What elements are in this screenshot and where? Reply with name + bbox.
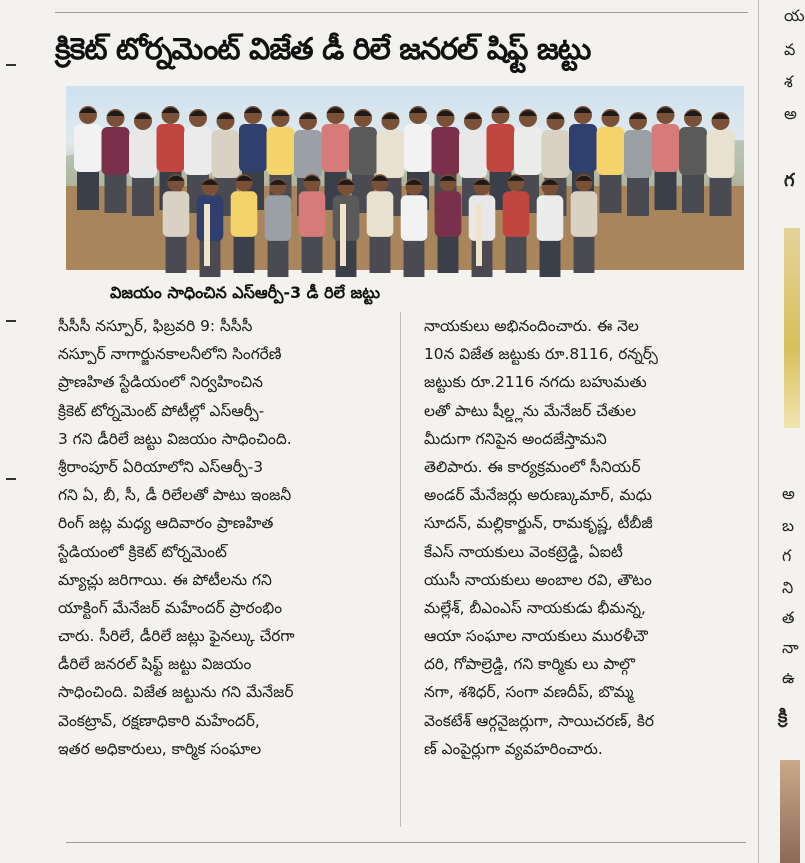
cricket-bat bbox=[340, 204, 346, 266]
cricket-bat bbox=[476, 204, 482, 266]
edge-text: శ bbox=[784, 72, 793, 91]
article-line: యుసీ నాయకులు అంబాల రవి, తౌటం bbox=[424, 570, 652, 589]
headline: క్రికెట్ టోర్నమెంట్ విజేత డీ రిలే జనరల్ షిఫ్ట్ జట్టు bbox=[55, 32, 591, 67]
previous-column-edge bbox=[0, 0, 38, 863]
article-line: ప్రాణహిత స్టేడియంలో నిర్వహించిన bbox=[58, 373, 263, 392]
article-line: వెంకటేశ్ ఆర్గనైజర్లుగా, సాయిచరణ్, కిర bbox=[424, 711, 655, 730]
team-member-figure bbox=[624, 112, 652, 216]
article-line: కేఎస్ నాయకులు వెంకట్రెడ్డి, ఏఐటీ bbox=[424, 542, 623, 561]
article-line: తెలిపారు. ఈ కార్యక్రమంలో సీనియర్ bbox=[424, 457, 641, 476]
edge-text: ని bbox=[782, 578, 794, 597]
edge-text: య bbox=[784, 6, 805, 25]
article-line: నగా, శశిధర్, సంగా వణదీప్, బొమ్మ bbox=[424, 683, 634, 702]
team-member-figure bbox=[597, 109, 625, 213]
team-member-figure bbox=[404, 106, 432, 210]
team-member-figure bbox=[74, 106, 102, 210]
edge-text: అ bbox=[782, 484, 795, 503]
article-line: దరి, గోపాల్రెడ్డి, గని కార్మికు లు పాల్గొ bbox=[424, 655, 636, 674]
article-line: లతో పాటు షీల్డ్లను మేనేజర్ చేతుల bbox=[424, 401, 637, 420]
article-line: 10న విజేత జట్టుకు రూ.8116, రన్నర్స్ bbox=[424, 345, 658, 364]
team-member-figure bbox=[129, 112, 157, 216]
edge-text: గ bbox=[782, 546, 792, 565]
edge-text: క్రి bbox=[778, 706, 788, 727]
article-line: మీదుగా గనిపైన అందజేస్తామని bbox=[424, 429, 607, 448]
team-member-figure bbox=[652, 106, 680, 210]
team-photo-illustration bbox=[66, 86, 744, 270]
article-column-separator bbox=[400, 312, 401, 827]
article-line: నాయకులు అభినందించారు. ఈ నెల bbox=[424, 317, 639, 335]
next-column-edge bbox=[762, 0, 805, 863]
edge-text: వ bbox=[784, 40, 796, 59]
article-line: ణ్ ఎంపైర్లుగా వ్యవహరించారు. bbox=[424, 739, 603, 758]
edge-text: ఉ bbox=[782, 668, 795, 687]
article-line: స్టేడియంలో క్రికెట్ టోర్నమెంట్ bbox=[58, 542, 227, 561]
cricket-bat bbox=[204, 204, 210, 266]
edge-text: గ bbox=[784, 170, 795, 191]
article-column-2 bbox=[424, 312, 746, 763]
article-line: డీరిలే జనరల్ షిఫ్ట్ జట్టు విజయం bbox=[58, 655, 252, 674]
article-line: చారు. సీరిలే, డీరిలే జట్లు ఫైనల్కు చేరగా bbox=[58, 627, 295, 646]
edge-mark bbox=[6, 320, 16, 322]
team-member-figure bbox=[679, 109, 707, 213]
edge-text: అ bbox=[784, 104, 797, 123]
article-line: రింగ్ జట్ల మధ్య ఆదివారం ప్రాణహిత bbox=[58, 514, 274, 533]
article-line: వెంకట్రావ్, రక్షణాధికారి మహేందర్, bbox=[58, 711, 260, 730]
column-divider bbox=[758, 0, 759, 863]
next-article-image bbox=[784, 228, 800, 428]
article-line: క్రికెట్ టోర్నమెంట్ పోటీల్లో ఎస్ఆర్పీ- bbox=[58, 401, 265, 420]
article-line: అండర్ మేనేజర్లు అరుణ్కుమార్, మధు bbox=[424, 486, 652, 505]
article-line: ఇతర అధికారులు, కార్మిక సంఘాల bbox=[58, 739, 262, 758]
team-member-figure bbox=[102, 109, 130, 213]
article-line: యాక్టింగ్ మేనేజర్ మహేందర్ ప్రారంభిం bbox=[58, 598, 283, 617]
team-member-figure bbox=[707, 112, 735, 216]
next-article-photo bbox=[780, 760, 800, 863]
bottom-rule bbox=[66, 842, 746, 843]
article-line: నస్పూర్ నాగార్జునకాలనీలోని సింగరేణి bbox=[58, 345, 282, 364]
article-line: సీసీసీ నస్పూర్, ఫిబ్రవరి 9: సీసీసీ bbox=[58, 317, 253, 335]
article-line: ఆయా సంఘాల నాయకులు మురళీచౌ bbox=[424, 627, 648, 646]
edge-text: నా bbox=[782, 638, 799, 657]
edge-mark bbox=[6, 478, 16, 480]
edge-text: బ bbox=[782, 516, 795, 535]
team-photo bbox=[66, 86, 744, 270]
edge-text: త bbox=[782, 608, 795, 627]
article-line: మల్లేశ్, బీఎంఎస్ నాయకుడు భీమన్న, bbox=[424, 598, 646, 617]
photo-caption: విజయం సాధించిన ఎస్ఆర్పీ-3 డీ రిలే జట్టు bbox=[110, 283, 381, 302]
article-line: మ్యాచ్లు జరిగాయి. ఈ పోటీలను గని bbox=[58, 570, 272, 589]
article-line: సూదన్, మల్లికార్జున్, రామకృష్ణ, టీబీజీ bbox=[424, 514, 653, 533]
edge-mark bbox=[6, 64, 16, 66]
top-rule bbox=[55, 12, 748, 13]
article-line: జట్టుకు రూ.2116 నగదు బహుమతు bbox=[424, 373, 647, 392]
article-line: 3 గని డీరిలే జట్టు విజయం సాధించింది. bbox=[58, 429, 292, 448]
article-line: శ్రీరాంపూర్ ఏరియాలోని ఎస్ఆర్పీ-3 bbox=[58, 457, 264, 476]
article-line: సాధించింది. విజేత జట్టును గని మేనేజర్ bbox=[58, 683, 294, 702]
article-line: గని ఏ, బీ, సీ, డీ రిలేలతో పాటు ఇంజనీ bbox=[58, 486, 292, 505]
article-column-1 bbox=[58, 312, 380, 763]
